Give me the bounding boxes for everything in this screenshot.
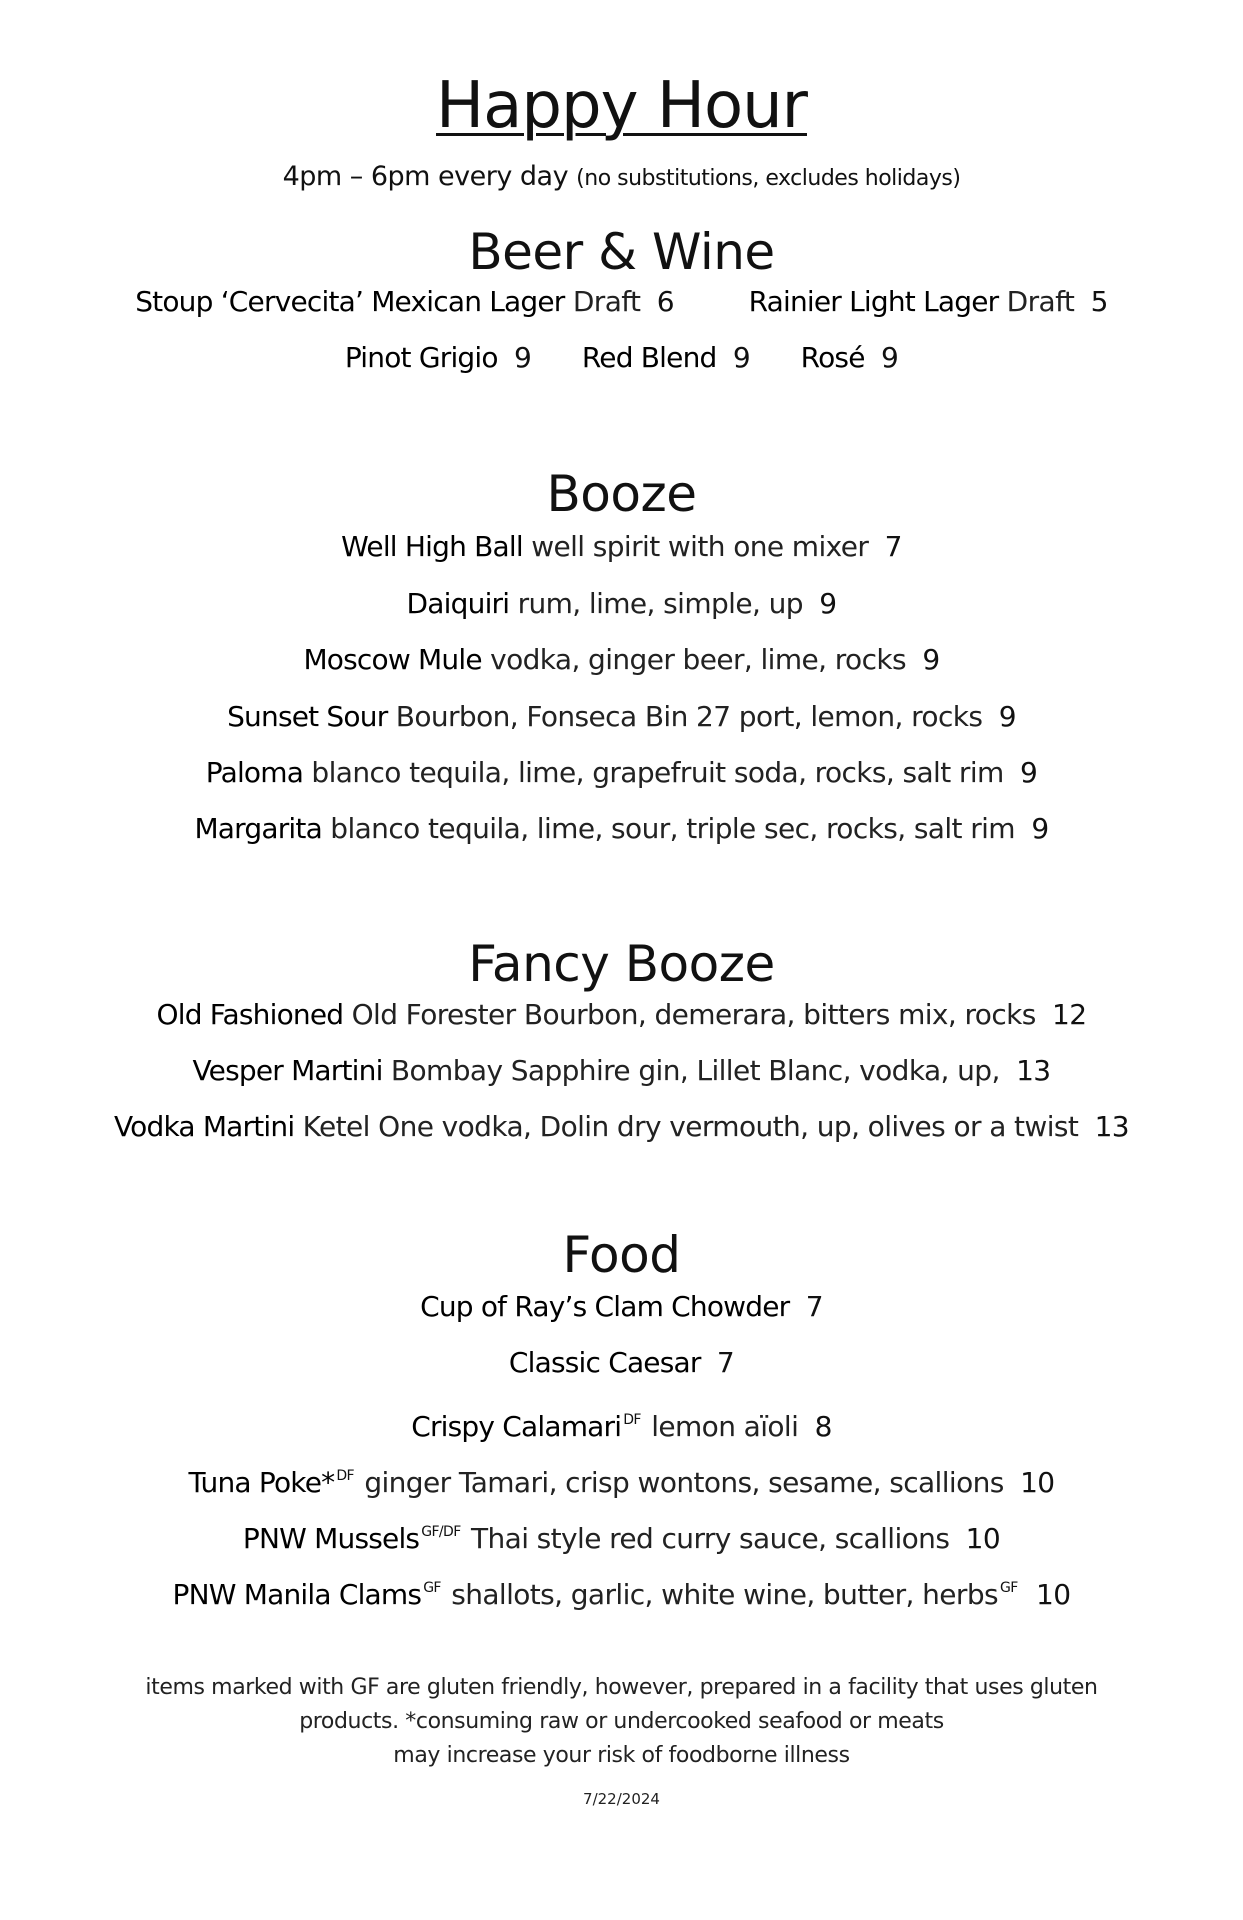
item-price: 13	[1016, 1054, 1051, 1087]
item-price: 9	[514, 341, 532, 374]
footnote-line: items marked with GF are gluten friendly, however, prepared in a facility that uses gluten	[145, 1675, 1098, 1700]
item-desc: rum, lime, simple, up	[517, 587, 803, 620]
dietary-tag: GF/DF	[421, 1524, 461, 1540]
item-name: Vodka Martini	[113, 1110, 295, 1143]
item-name: Daiquiri	[406, 587, 510, 620]
menu-date: 7/22/2024	[583, 1790, 660, 1808]
item-desc: Old Forester Bourbon, demerara, bitters mix, rocks	[351, 998, 1036, 1031]
item-price: 10	[1036, 1578, 1071, 1611]
menu-item	[0, 1287, 1243, 1327]
wine-line	[0, 338, 1243, 378]
menu-item	[0, 1512, 1243, 1559]
item-name: Well High Ball	[341, 530, 523, 563]
item-name: Pinot Grigio	[344, 341, 498, 374]
menu-item	[0, 1400, 1243, 1447]
menu-item	[0, 584, 1243, 624]
item-desc: Bourbon, Fonseca Bin 27 port, lemon, rocks	[395, 700, 983, 733]
section-title-beer-wine: Beer & Wine	[468, 223, 775, 281]
footnote-line: products. *consuming raw or undercooked seafood or meats	[299, 1709, 944, 1734]
item-name: Crispy Calamari	[411, 1410, 622, 1443]
item-price: 9	[1031, 812, 1049, 845]
item-price: 12	[1052, 998, 1087, 1031]
hours-note: (no substitutions, excludes holidays)	[576, 166, 961, 191]
hours-text: 4pm – 6pm every day	[282, 161, 569, 192]
page-title: Happy Hour	[436, 69, 807, 143]
item-price: 10	[965, 1522, 1001, 1555]
dietary-tag: DF	[623, 1412, 641, 1428]
menu-item	[0, 995, 1243, 1035]
menu-item	[0, 753, 1243, 793]
item-desc: Thai style red curry sauce, scallions	[470, 1522, 950, 1555]
item-desc: Ketel One vodka, Dolin dry vermouth, up, olives or a twist	[302, 1110, 1079, 1143]
item-price: 7	[716, 1346, 735, 1379]
item-price: 5	[1090, 285, 1108, 318]
item-name: Classic Caesar	[508, 1346, 701, 1379]
section-title-fancy-booze: Fancy Booze	[468, 935, 775, 993]
item-price: 9	[732, 341, 751, 374]
item-price: 9	[998, 700, 1016, 733]
item-name: Cup of Ray’s Clam Chowder	[420, 1290, 790, 1323]
item-price: 10	[1020, 1466, 1055, 1499]
section-title-food: Food	[562, 1226, 681, 1284]
menu-item	[0, 1456, 1243, 1503]
item-name: PNW Manila Clams	[172, 1578, 422, 1611]
item-name: Rainier Light Lager	[748, 285, 999, 318]
menu-item	[0, 809, 1243, 849]
item-price: 9	[819, 587, 837, 620]
footnote-line: may increase your risk of foodborne illness	[393, 1743, 850, 1768]
item-price: 9	[922, 643, 940, 676]
item-name: Stoup ‘Cervecita’ Mexican Lager	[135, 285, 565, 318]
dietary-tag: GF	[423, 1580, 441, 1596]
item-desc: well spirit with one mixer	[531, 530, 869, 563]
dietary-tag: GF	[1000, 1580, 1018, 1596]
menu-item	[0, 1051, 1243, 1091]
item-name: Paloma	[205, 756, 304, 789]
item-price: 6	[656, 285, 674, 318]
item-name: Sunset Sour	[227, 700, 388, 733]
menu-item	[0, 1568, 1243, 1615]
footnotes	[0, 1671, 1243, 1773]
item-desc: blanco tequila, lime, sour, triple sec, rocks, salt rim	[330, 812, 1015, 845]
item-name: Rosé	[800, 341, 865, 374]
item-name: Moscow Mule	[303, 643, 482, 676]
menu-item	[0, 640, 1243, 680]
item-name: Old Fashioned	[156, 998, 344, 1031]
item-desc: ginger Tamari, crisp wontons, sesame, scallions	[364, 1466, 1004, 1499]
item-price: 8	[814, 1410, 832, 1443]
item-desc: lemon aïoli	[651, 1410, 799, 1443]
menu-item	[0, 1107, 1243, 1147]
beer-line	[0, 282, 1243, 322]
item-name: PNW Mussels	[242, 1522, 420, 1555]
item-price: 7	[805, 1290, 823, 1323]
menu-item	[0, 1343, 1243, 1383]
item-name: Tuna Poke*	[188, 1466, 335, 1499]
item-desc: blanco tequila, lime, grapefruit soda, rocks, salt rim	[311, 756, 1004, 789]
item-desc: Bombay Sapphire gin, Lillet Blanc, vodka, up,	[390, 1054, 1000, 1087]
menu-item	[0, 697, 1243, 737]
item-price: 9	[1020, 756, 1038, 789]
dietary-tag: DF	[336, 1468, 354, 1484]
menu-item	[0, 527, 1243, 567]
item-name: Vesper Martini	[192, 1054, 383, 1087]
item-desc: Draft	[572, 285, 641, 318]
item-desc: vodka, ginger beer, lime, rocks	[490, 643, 906, 676]
item-desc: Draft	[1006, 285, 1075, 318]
hours-line	[0, 160, 1243, 196]
item-name: Margarita	[194, 812, 322, 845]
item-price: 7	[884, 530, 902, 563]
section-title-booze: Booze	[546, 465, 697, 523]
item-name: Red Blend	[581, 341, 717, 374]
item-price: 13	[1094, 1110, 1130, 1143]
item-desc: shallots, garlic, white wine, butter, herbs	[451, 1578, 998, 1611]
item-price: 9	[880, 341, 899, 374]
